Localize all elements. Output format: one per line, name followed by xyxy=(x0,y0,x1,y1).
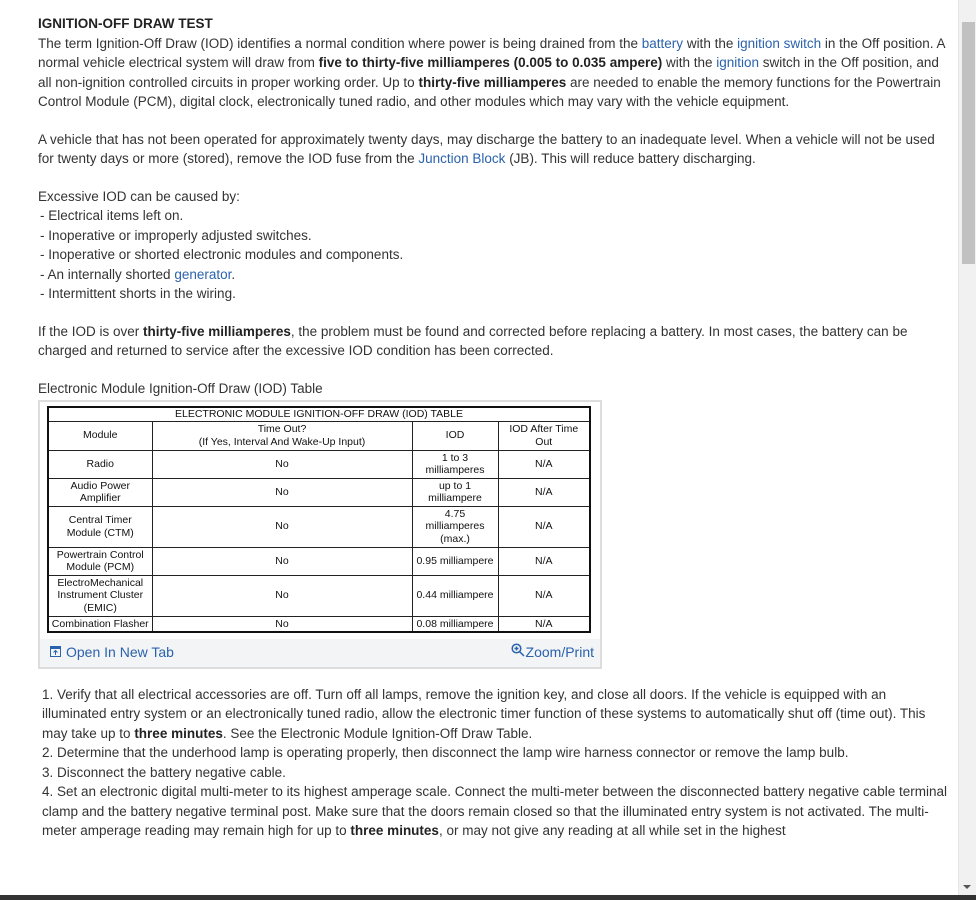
cell: up to 1 milliampere xyxy=(412,478,498,506)
zoom-print-button[interactable] xyxy=(511,643,594,663)
cell: N/A xyxy=(498,575,590,616)
cell: No xyxy=(152,450,412,478)
zoom-label: Zoom/Print xyxy=(525,644,594,660)
column-header: IOD After Time Out xyxy=(498,421,590,450)
text: 4. Set an electronic digital multi-meter to its highest amperage scale. Connect the multi-meter between the disconnected battery negative cable terminal clamp and the battery negative terminal post. Make sure that the doors remain closed so that the illuminated entry system is not activated. The multi-meter amperage reading may remain high for up to xyxy=(42,784,947,838)
cell: Powertrain Control Module (PCM) xyxy=(48,547,152,575)
cell: No xyxy=(152,575,412,616)
open-tab-icon xyxy=(50,646,61,657)
text: with the xyxy=(662,55,717,70)
text: - An internally shorted xyxy=(40,266,175,282)
ignition-switch-link[interactable]: ignition switch xyxy=(737,35,822,51)
bold-text: five to thirty-five milliamperes (0.005 to 0.035 ampere) xyxy=(318,55,663,70)
article xyxy=(38,14,950,841)
list-item: - Intermittent shorts in the wiring. xyxy=(40,286,236,301)
text: If the IOD is over xyxy=(38,323,144,339)
battery-link[interactable]: battery xyxy=(641,35,684,51)
column-header: Time Out? (If Yes, Interval And Wake-Up Input) xyxy=(152,421,412,450)
text: are needed to enable the memory functions for the Powertrain Control Module (PCM), digital clock, electronically tuned radio, and other modules which may vary with the vehicle equipment. xyxy=(38,74,941,109)
table-row xyxy=(48,506,590,547)
cell: 0.08 milliampere xyxy=(412,616,498,632)
ignition-link[interactable]: ignition xyxy=(716,55,760,70)
text: (JB). This will reduce battery discharging. xyxy=(505,151,756,166)
cell: 0.95 milliampere xyxy=(412,547,498,575)
cell: No xyxy=(152,547,412,575)
table-row xyxy=(48,575,590,616)
cell: Combination Flasher xyxy=(48,616,152,632)
junction-block-link[interactable]: Junction Block xyxy=(418,151,506,166)
table-caption: Electronic Module Ignition-Off Draw (IOD) Table xyxy=(38,380,323,396)
cell: ElectroMechanical Instrument Cluster (EMIC) xyxy=(48,575,152,616)
cell: Audio Power Amplifier xyxy=(48,478,152,506)
procedure-steps xyxy=(38,685,950,841)
cell: No xyxy=(152,478,412,506)
table-figure xyxy=(38,400,602,669)
text: The term Ignition-Off Draw (IOD) identifies a normal condition where power is being drained from the xyxy=(38,35,642,51)
cell: Radio xyxy=(48,450,152,478)
cell: 4.75 milliamperes (max.) xyxy=(412,506,498,547)
cell: 1 to 3 milliamperes xyxy=(412,450,498,478)
list-item: - Inoperative or improperly adjusted switches. xyxy=(40,227,312,243)
text: with the xyxy=(683,35,738,51)
bold-text: thirty-five milliamperes xyxy=(418,74,567,90)
list-item: - Electrical items left on. xyxy=(40,208,184,223)
step-1 xyxy=(38,685,950,744)
bold-text: three minutes xyxy=(134,725,223,741)
scrollbar-thumb[interactable] xyxy=(962,22,975,264)
text: A vehicle that has not been operated for approximately twenty days, may discharge the battery to an inadequate level. When a vehicle will not be used for twenty days or more (stored), remove the IOD fuse from the xyxy=(38,131,935,166)
column-header: IOD xyxy=(412,421,498,450)
paragraph-threshold xyxy=(38,322,950,361)
text: , or may not give any reading at all while set in the highest xyxy=(438,823,786,838)
table-row xyxy=(48,616,590,632)
bold-text: three minutes xyxy=(350,823,439,838)
text: switch in the Off position, and all non-ignition controlled circuits in proper working order. Up to xyxy=(38,55,939,90)
cell: 0.44 milliampere xyxy=(412,575,498,616)
cell: N/A xyxy=(498,478,590,506)
list-item xyxy=(38,265,950,285)
table-row xyxy=(48,450,590,478)
open-new-tab-button[interactable] xyxy=(50,643,174,663)
text: . xyxy=(231,266,236,282)
paragraph-storage xyxy=(38,130,950,169)
bold-text: thirty-five milliamperes xyxy=(143,323,291,339)
table-heading: ELECTRONIC MODULE IGNITION-OFF DRAW (IOD) TABLE xyxy=(48,407,590,421)
iod-table xyxy=(47,406,591,633)
text: in the Off position. A normal vehicle electrical system will draw from xyxy=(38,35,945,70)
causes-list xyxy=(38,187,950,304)
table-row xyxy=(48,547,590,575)
cell: Central Timer Module (CTM) xyxy=(48,506,152,547)
text: . See the Electronic Module Ignition-Off Draw Table. xyxy=(222,725,533,741)
scroll-down-arrow-icon[interactable] xyxy=(963,885,971,889)
vertical-scrollbar[interactable] xyxy=(958,0,976,895)
cell: N/A xyxy=(498,547,590,575)
text: 1. Verify that all electrical accessories are off. Turn off all lamps, remove the ignition key, and close all doors. If the vehicle is equipped with an illuminated entry system or an electronically tuned radio, allow the electronic timer function of these systems to automatically shut off (time out). This may take up to xyxy=(42,686,926,741)
cell: No xyxy=(152,616,412,632)
column-header: Module xyxy=(48,421,152,450)
step-4 xyxy=(38,782,950,841)
cell: N/A xyxy=(498,450,590,478)
cell: N/A xyxy=(498,616,590,632)
step-3: 3. Disconnect the battery negative cable. xyxy=(42,764,286,780)
generator-link[interactable]: generator xyxy=(174,266,232,282)
section-title: IGNITION-OFF DRAW TEST xyxy=(38,16,213,31)
text: , the problem must be found and corrected before replacing a battery. In most cases, the battery can be charged and returned to service after the excessive IOD condition has been corrected. xyxy=(38,323,908,358)
zoom-in-icon xyxy=(511,643,525,657)
step-2: 2. Determine that the underhood lamp is operating properly, then disconnect the lamp wire harness connector or remove the lamp bulb. xyxy=(42,745,849,760)
list-intro: Excessive IOD can be caused by: xyxy=(38,188,240,204)
list-item: - Inoperative or shorted electronic modules and components. xyxy=(40,247,404,262)
paragraph-intro xyxy=(38,34,950,112)
window-bottom-edge xyxy=(0,895,976,900)
table-row xyxy=(48,478,590,506)
open-tab-label: Open In New Tab xyxy=(66,644,174,660)
cell: No xyxy=(152,506,412,547)
cell: N/A xyxy=(498,506,590,547)
